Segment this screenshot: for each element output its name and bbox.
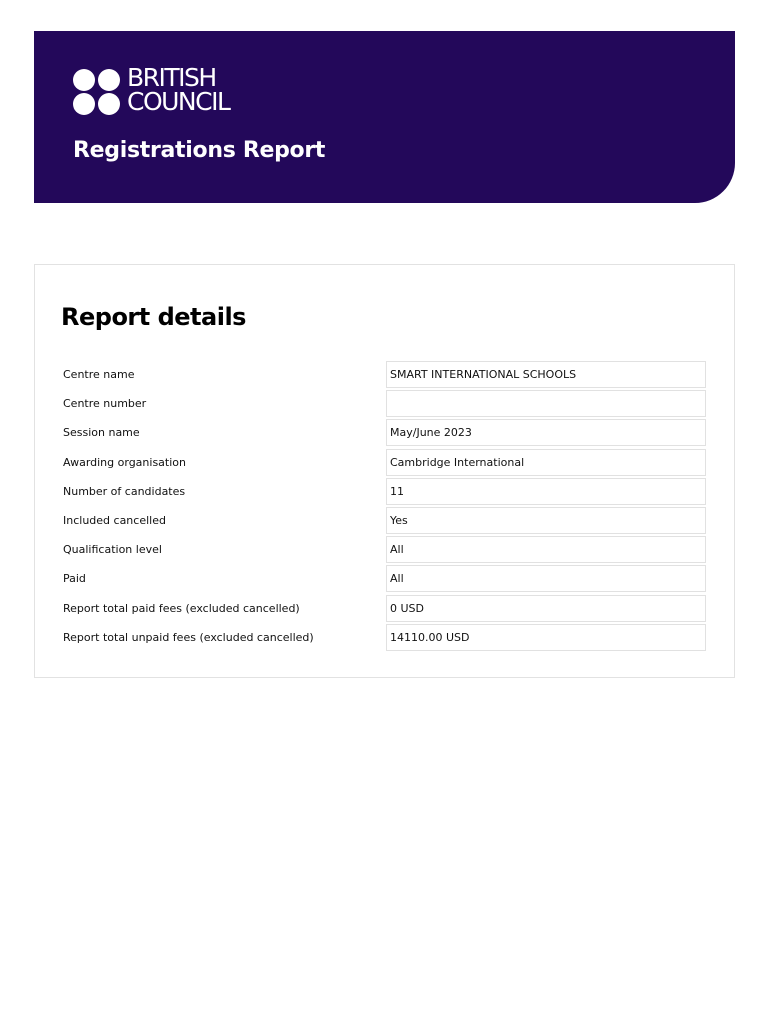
logo-line-1: BRITISH: [127, 63, 216, 92]
detail-row-included-cancelled: [63, 507, 706, 536]
report-details-list: [63, 361, 706, 653]
detail-label: Qualification level: [63, 543, 162, 557]
detail-row-number-of-candidates: [63, 478, 706, 507]
logo-dot: [98, 93, 120, 115]
detail-value: May/June 2023: [386, 419, 706, 446]
detail-value: SMART INTERNATIONAL SCHOOLS: [386, 361, 706, 388]
detail-row-centre-name: [63, 361, 706, 390]
detail-value: Cambridge International: [386, 449, 706, 476]
detail-value: Yes: [386, 507, 706, 534]
detail-value: [386, 390, 706, 417]
detail-row-awarding-organisation: [63, 449, 706, 478]
detail-label: Report total paid fees (excluded cancelled): [63, 601, 300, 615]
detail-row-session-name: [63, 419, 706, 448]
logo-wordmark: [127, 63, 257, 116]
report-details-heading: Report details: [61, 303, 246, 331]
detail-label: Centre number: [63, 397, 147, 411]
detail-value: All: [386, 565, 706, 592]
report-details-card: [34, 264, 735, 678]
report-title: Registrations Report: [73, 138, 326, 163]
logo-dot: [98, 69, 120, 91]
detail-label: Included cancelled: [63, 513, 166, 527]
detail-label: Number of candidates: [63, 484, 186, 498]
detail-value: 14110.00 USD: [386, 624, 706, 651]
detail-label: Awarding organisation: [63, 455, 186, 469]
detail-label: Session name: [63, 426, 140, 440]
detail-row-qualification-level: [63, 536, 706, 565]
british-council-logo: [73, 63, 253, 116]
header-banner: [34, 31, 735, 203]
detail-row-total-paid-fees: [63, 595, 706, 624]
logo-dot: [73, 93, 95, 115]
detail-value: All: [386, 536, 706, 563]
detail-row-centre-number: [63, 390, 706, 419]
detail-row-total-unpaid-fees: [63, 624, 706, 653]
detail-label: Report total unpaid fees (excluded cancelled): [63, 630, 314, 644]
logo-dots-icon: [73, 69, 121, 115]
detail-value: 0 USD: [386, 595, 706, 622]
detail-value: 11: [386, 478, 706, 505]
detail-label: Paid: [63, 572, 86, 586]
detail-row-paid: [63, 565, 706, 594]
logo-line-2: COUNCIL: [127, 87, 230, 116]
logo-dot: [73, 69, 95, 91]
detail-label: Centre name: [63, 368, 135, 381]
